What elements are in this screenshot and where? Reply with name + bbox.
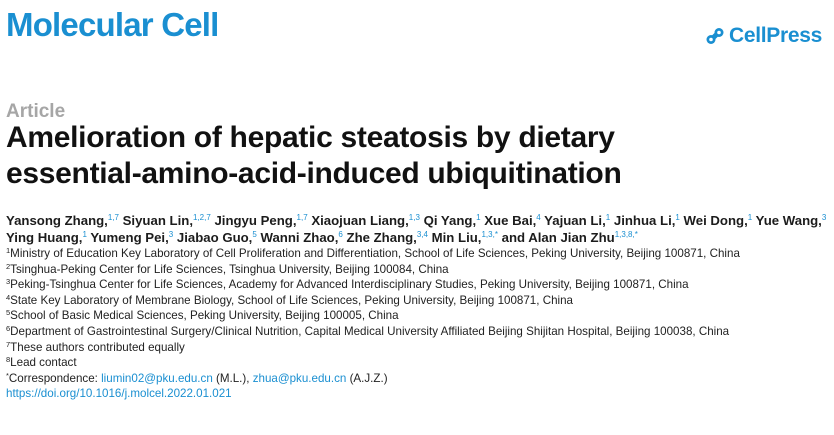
journal-title: Molecular Cell (6, 6, 219, 43)
affiliation-marker[interactable]: 4 (536, 213, 541, 222)
author-name-text: and Alan Jian Zhu (501, 229, 615, 245)
affiliation-item (6, 355, 832, 371)
author-name[interactable] (614, 213, 680, 228)
author-name[interactable] (311, 213, 420, 228)
affiliation-item (6, 340, 832, 356)
correspondence-initials: (A.J.Z.) (346, 371, 388, 385)
correspondence-label: Correspondence: (8, 371, 102, 385)
author-name-text: Xiaojuan Liang, (311, 213, 409, 228)
affiliation-number: 6 (6, 323, 11, 333)
affiliation-text: Tsinghua-Peking Center for Life Sciences, Tsinghua University, Beijing 100084, China (10, 262, 449, 276)
affiliation-marker[interactable]: 3 (168, 229, 174, 239)
author-name-text: Ying Huang, (6, 229, 83, 245)
author-name[interactable] (684, 213, 753, 228)
affiliation-item (6, 262, 832, 278)
affiliation-text: Ministry of Education Key Laboratory of Cell Proliferation and Differentiation, School of Life Sciences, Peking University, Beijing 100871, China (10, 247, 740, 260)
author-name[interactable] (90, 230, 173, 245)
affiliation-marker[interactable]: 1 (476, 213, 481, 222)
affiliation-text: Peking-Tsinghua Center for Life Sciences, Academy for Advanced Interdisciplinary Studies, Peking University, Beijing 100871, China (10, 278, 689, 292)
author-name-text: Xue Bai, (484, 213, 537, 228)
affiliation-marker[interactable]: 1,7 (296, 213, 308, 222)
author-name-text: Yansong Zhang, (6, 213, 108, 228)
affiliation-marker[interactable]: 1,3,8,* (614, 229, 638, 239)
affiliation-marker[interactable]: 1 (747, 213, 753, 222)
author-name[interactable] (432, 230, 498, 245)
cellpress-logo-icon (705, 26, 725, 46)
email-link[interactable]: liumin02@pku.edu.cn (101, 371, 213, 385)
author-list (6, 213, 832, 246)
email-link[interactable]: zhua@pku.edu.cn (252, 371, 347, 385)
affiliation-item (6, 246, 832, 262)
author-name[interactable] (214, 213, 307, 228)
correspondence (6, 371, 832, 387)
title-line: essential-amino-acid-induced ubiquitination (6, 157, 622, 190)
author-name-text: Qi Yang, (423, 213, 477, 228)
author-name[interactable] (260, 230, 342, 245)
affiliation-text: State Key Laboratory of Membrane Biology, School of Life Sciences, Peking University, Beijing 100871, China (10, 293, 573, 307)
affiliation-number: 1 (6, 246, 11, 255)
affiliation-marker[interactable]: 1 (675, 213, 680, 222)
affiliation-marker[interactable]: 1,3 (408, 213, 420, 222)
author-name[interactable] (123, 213, 211, 228)
article-title (6, 120, 826, 192)
author-name-text: Jinhua Li, (613, 213, 676, 228)
doi-link[interactable]: https://doi.org/10.1016/j.molcel.2022.01.021 (6, 387, 232, 401)
author-name-text: Jingyu Peng, (214, 213, 297, 228)
affiliation-marker[interactable]: 3,4 (416, 229, 428, 239)
affiliation-text: These authors contributed equally (10, 340, 185, 354)
affiliation-text: School of Basic Medical Sciences, Peking University, Beijing 100005, China (10, 309, 399, 323)
affiliation-marker[interactable]: 1,3,* (481, 229, 498, 239)
affiliation-number: 5 (6, 308, 11, 318)
affiliation-marker[interactable]: 1,2,7 (192, 213, 211, 222)
affiliation-text: Lead contact (10, 356, 77, 370)
affiliation-number: 8 (6, 355, 11, 365)
correspondence-marker: * (6, 370, 9, 380)
publisher-name: CellPress (728, 24, 822, 47)
affiliation-number: 7 (6, 339, 11, 349)
author-name[interactable] (484, 213, 541, 228)
article-type: Article (6, 101, 66, 122)
author-name[interactable] (6, 213, 119, 228)
author-name[interactable] (544, 213, 610, 228)
affiliation-number: 4 (6, 292, 11, 302)
author-name-text: Zhe Zhang, (346, 229, 417, 245)
author-name[interactable] (756, 213, 827, 228)
author-name-text: Wanni Zhao, (260, 229, 339, 245)
affiliation-item (6, 293, 832, 309)
author-name[interactable] (424, 213, 481, 228)
affiliation-list (6, 246, 832, 402)
affiliation-marker[interactable]: 1,7 (107, 213, 119, 222)
author-name-text: Yumeng Pei, (90, 229, 169, 245)
author-name-text: Yajuan Li, (544, 213, 606, 228)
affiliation-marker[interactable]: 6 (338, 229, 343, 239)
author-name-text: Min Liu, (431, 229, 482, 245)
affiliation-marker[interactable]: 5 (252, 229, 257, 239)
affiliation-marker[interactable]: 1 (82, 229, 87, 239)
author-name[interactable] (347, 230, 428, 245)
author-name[interactable] (177, 230, 257, 245)
publisher-logo[interactable] (705, 24, 822, 48)
affiliation-marker[interactable]: 3 (821, 213, 827, 222)
affiliation-item (6, 308, 832, 324)
author-name[interactable] (502, 230, 638, 245)
affiliation-text: Department of Gastrointestinal Surgery/Clinical Nutrition, Capital Medical University Affiliated Beijing Shijitan Hospital, Beijing 100038, China (10, 324, 730, 338)
affiliation-item (6, 324, 832, 340)
affiliation-marker[interactable]: 1 (605, 213, 611, 222)
author-name[interactable] (6, 230, 87, 245)
affiliation-number: 2 (6, 261, 11, 271)
author-name-text: Jiabao Guo, (176, 229, 253, 245)
author-name-text: Yue Wang, (755, 213, 822, 228)
author-name-text: Siyuan Lin, (122, 213, 193, 228)
title-line: Amelioration of hepatic steatosis by dietary (6, 121, 615, 154)
affiliation-number: 3 (6, 277, 11, 287)
affiliation-item (6, 277, 832, 293)
author-name-text: Wei Dong, (683, 213, 748, 228)
correspondence-initials: (M.L.), (212, 371, 253, 385)
